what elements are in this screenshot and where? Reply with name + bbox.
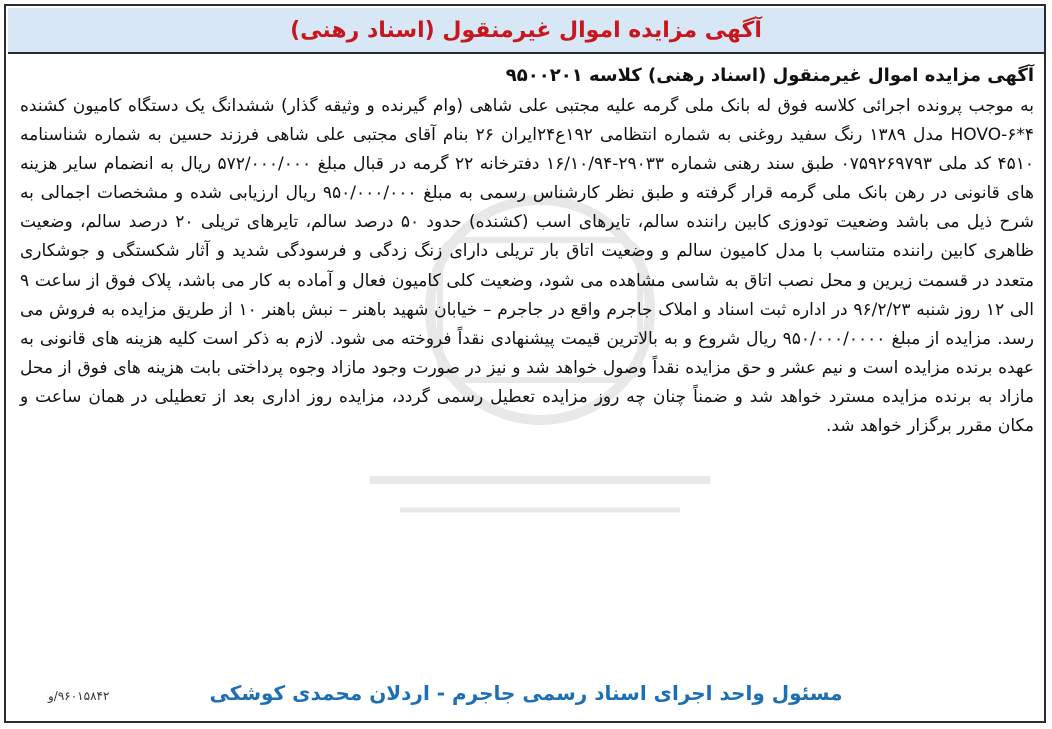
notice-heading: آگهی مزایده اموال غیرمنقول (اسناد رهنی) کلاسه ۹۵۰۰۲۰۱ xyxy=(505,65,1034,86)
notice-header-bar xyxy=(8,8,1044,54)
official-signature: مسئول واحد اجرای اسناد رسمی جاجرم - اردلان محمدی کوشکی xyxy=(209,681,843,705)
notice-body: به موجب پرونده اجرائی کلاسه فوق له بانک ملی گرمه علیه مجتبی علی شاهی (وام گیرنده و وثیقه گذار) ششدانگ یک دستگاه کامیون کشنده ۴*۶-HOVO مدل ۱۳۸۹ رنگ سفید روغنی به شماره انتظامی ۱۹۲ع۲۴ایران ۲۶ بنام آقای مجتبی علی شاهی فرزند حسین به شماره شناسنامه ۴۵۱۰ کد ملی ۰۷۵۹۲۶۹۷۹۳ طبق سند رهنی شماره ۲۹۰۳۳-۱۶/۱۰/۹۴ دفترخانه ۲۲ گرمه در قبال مبلغ ۵۷۲/۰۰۰/۰۰۰ ریال به انضمام سایر هزینه های قانونی در رهن بانک ملی گرمه قرار گرفته و طبق نظر کارشناس رسمی به مبلغ ۹۵۰/۰۰۰/۰۰۰ ریال ارزیابی شده و مشخصات اجمالی به شرح ذیل می باشد وضعیت تودوزی کابین راننده سالم، تایرهای اسب (کشنده) حدود ۵۰ درصد سالم، تایرهای تریلی ۲۰ درصد سالم، وضعیت ظاهری کابین راننده متناسب با مدل کامیون سالم و وضعیت اتاق بار تریلی دارای زنگ زدگی و فرسودگی شدید و آثار شکستگی و جوشکاری متعدد در قسمت زیرین و محل نصب اتاق به شاسی مشاهده می شود، وضعیت کلی کامیون فعال و آماده به کار می باشد، پلاک فوق از ساعت ۹ الی ۱۲ روز شنبه ۹۶/۲/۲۳ در اداره ثبت اسناد و املاک جاجرم واقع در جاجرم – خیابان شهید باهنر – نبش باهنر ۱۰ از طریق مزایده به فروش می رسد. مزایده از مبلغ ۹۵۰/۰۰۰/۰۰۰۰ ریال شروع و به بالاترین قیمت پیشنهادی نقداً فروخته می شود. لازم به ذکر است کلیه هزینه های قانونی به عهده برنده مزایده است و نیم عشر و حق مزایده نقداً وصول خواهد شد و نیز در صورت وجود مازاد وجوه پرداختی بابت هزینه های فوق از محل مازاد به برنده مزایده مسترد خواهد شد و ضمناً چنان چه روز مزایده تعطیل رسمی گردد، مزایده روز اداری بعد از تعطیلی در همان ساعت و مکان مقرر برگزار خواهد شد. xyxy=(20,96,1035,437)
notice-title: آگهی مزایده اموال غیرمنقول (اسناد رهنی) xyxy=(290,18,762,43)
reference-code: ۹۶۰۱۵۸۴۲/و xyxy=(48,689,110,703)
notice-content xyxy=(20,60,1034,441)
